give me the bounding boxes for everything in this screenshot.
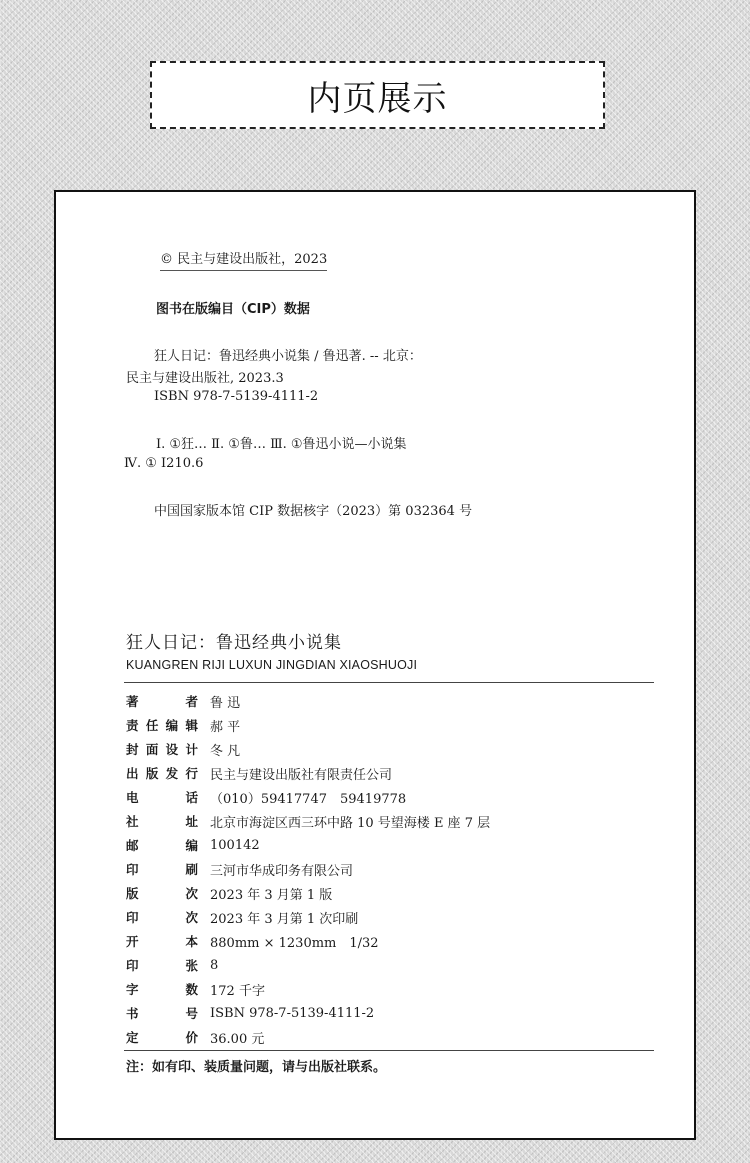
info-value: 2023 年 3 月第 1 版 — [210, 887, 333, 903]
info-label: 印张 — [126, 958, 198, 973]
info-label: 字数 — [126, 982, 198, 997]
info-label: 出版发行 — [126, 766, 198, 781]
info-label: 书号 — [126, 1006, 198, 1021]
info-label: 邮编 — [126, 838, 198, 853]
info-row — [126, 977, 656, 1001]
info-row — [126, 953, 656, 977]
cip-line: ISBN 978-7-5139-4111-2 — [154, 389, 319, 404]
banner — [150, 61, 605, 129]
info-value: 8 — [210, 957, 219, 973]
info-row — [126, 809, 656, 833]
info-label: 版次 — [126, 886, 198, 901]
info-row — [126, 1025, 656, 1049]
info-value: 三河市华成印务有限公司 — [210, 863, 354, 879]
info-value: 冬 凡 — [210, 743, 241, 759]
info-value: 172 千字 — [210, 983, 265, 999]
info-label: 开本 — [126, 934, 198, 949]
divider-top — [124, 682, 654, 683]
info-value: 2023 年 3 月第 1 次印刷 — [210, 911, 359, 927]
cip-line: Ⅳ. ① I210.6 — [124, 456, 204, 471]
copyright-page — [54, 190, 696, 1140]
info-row — [126, 833, 656, 857]
copyright-line: © 民主与建设出版社，2023 — [160, 248, 327, 271]
info-value: 北京市海淀区西三环中路 10 号望海楼 E 座 7 层 — [210, 815, 491, 831]
info-row — [126, 881, 656, 905]
info-row — [126, 689, 656, 713]
info-label: 社址 — [126, 814, 198, 829]
info-row — [126, 761, 656, 785]
info-value: ISBN 978-7-5139-4111-2 — [210, 1005, 375, 1021]
info-value: 36.00 元 — [210, 1031, 265, 1047]
info-row — [126, 929, 656, 953]
info-label: 电话 — [126, 790, 198, 805]
info-row — [126, 857, 656, 881]
info-label: 责任编辑 — [126, 718, 198, 733]
cip-line: 民主与建设出版社, 2023.3 — [126, 371, 284, 386]
divider-bottom — [124, 1050, 654, 1051]
book-title: 狂人日记：鲁迅经典小说集 — [126, 633, 342, 653]
info-value: 880mm × 1230mm 1/32 — [210, 935, 379, 951]
cip-heading: 图书在版编目（CIP）数据 — [156, 302, 310, 317]
info-label: 印刷 — [126, 862, 198, 877]
book-pinyin: KUANGREN RIJI LUXUN JINGDIAN XIAOSHUOJI — [126, 658, 418, 672]
info-row — [126, 785, 656, 809]
quality-note: 注：如有印、装质量问题，请与出版社联系。 — [126, 1060, 387, 1075]
info-value: 郝 平 — [210, 719, 241, 735]
info-row — [126, 737, 656, 761]
banner-title: 内页展示 — [307, 78, 448, 119]
info-label: 定价 — [126, 1030, 198, 1045]
info-row — [126, 905, 656, 929]
publication-info-table — [126, 689, 656, 1049]
info-value: （010）59417747 59419778 — [210, 791, 407, 807]
info-label: 印次 — [126, 910, 198, 925]
cip-line: 中国国家版本馆 CIP 数据核字（2023）第 032364 号 — [154, 504, 473, 519]
info-row — [126, 713, 656, 737]
info-label: 著者 — [126, 694, 198, 709]
cip-line: Ⅰ. ①狂… Ⅱ. ①鲁… Ⅲ. ①鲁迅小说—小说集 — [156, 437, 407, 452]
info-label: 封面设计 — [126, 742, 198, 757]
cip-line: 狂人日记：鲁迅经典小说集 / 鲁迅著. -- 北京： — [154, 349, 422, 364]
info-row — [126, 1001, 656, 1025]
info-value: 鲁 迅 — [210, 695, 241, 711]
info-value: 100142 — [210, 837, 260, 853]
info-value: 民主与建设出版社有限责任公司 — [210, 767, 393, 783]
